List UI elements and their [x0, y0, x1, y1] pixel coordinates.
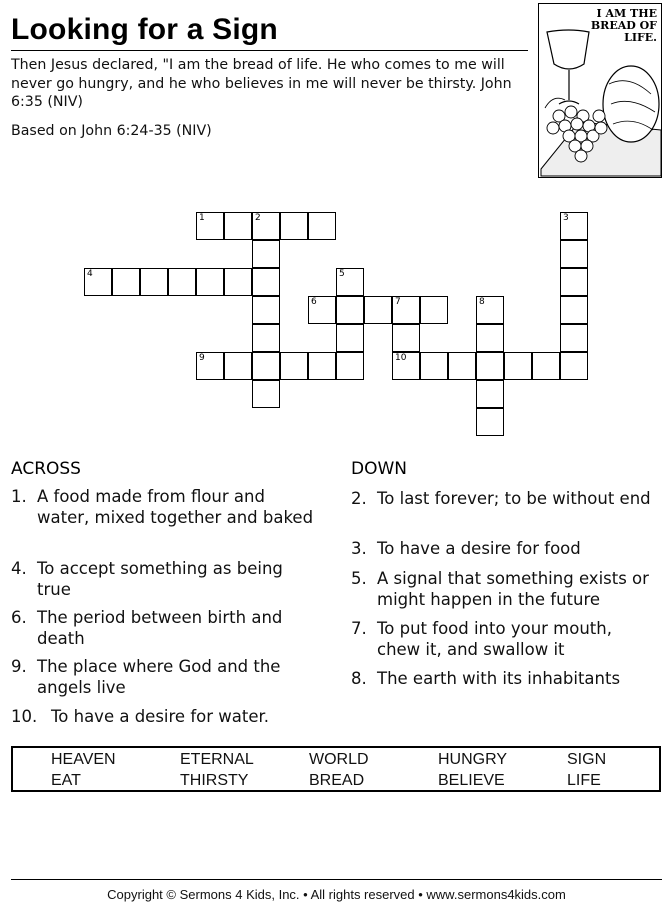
crossword-cell[interactable] — [196, 268, 224, 296]
crossword-cell[interactable] — [336, 296, 364, 324]
crossword-cell[interactable] — [476, 324, 504, 352]
bread-of-life-illustration — [538, 3, 662, 178]
crossword-cell[interactable] — [252, 240, 280, 268]
crossword-clue-number: 3 — [563, 213, 569, 223]
clue-text: To last forever; to be without end — [377, 489, 651, 508]
crossword-cell[interactable] — [420, 352, 448, 380]
crossword-clue-number: 10 — [395, 353, 407, 363]
crossword-cell[interactable] — [560, 296, 588, 324]
crossword-cell[interactable] — [476, 352, 504, 380]
crossword-clue-number: 2 — [255, 213, 261, 223]
clue-text: To put food into your mouth, chew it, and swallow it — [377, 619, 612, 659]
crossword-cell[interactable] — [112, 268, 140, 296]
crossword-cell[interactable] — [336, 352, 364, 380]
clue-number: 2. — [351, 489, 367, 508]
scripture-reference: Based on John 6:24-35 (NIV) — [11, 123, 212, 139]
word-bank-item: SIGN — [567, 751, 607, 768]
crossword-cell[interactable] — [252, 380, 280, 408]
crossword-cell[interactable] — [308, 212, 336, 240]
crossword-cell[interactable] — [224, 268, 252, 296]
crossword-cell[interactable] — [280, 212, 308, 240]
crossword-cell[interactable] — [252, 268, 280, 296]
clue-text: The place where God and the angels live — [37, 657, 281, 697]
crossword-cell[interactable] — [336, 324, 364, 352]
page-title: Looking for a Sign — [11, 13, 278, 46]
art-caption: I AM THE BREAD OF LIFE. — [590, 7, 657, 44]
crossword-cell[interactable] — [224, 212, 252, 240]
crossword-cell[interactable] — [140, 268, 168, 296]
crossword-cell[interactable] — [336, 268, 364, 296]
crossword-clue-number: 8 — [479, 297, 485, 307]
clue-text: The earth with its inhabitants — [377, 669, 621, 688]
crossword-cell[interactable] — [84, 268, 112, 296]
crossword-cell[interactable] — [560, 352, 588, 380]
clue-text: To have a desire for food — [377, 539, 581, 558]
crossword-cell[interactable] — [560, 212, 588, 240]
footer-divider — [11, 879, 662, 880]
crossword-cell[interactable] — [532, 352, 560, 380]
crossword-cell[interactable] — [560, 324, 588, 352]
clue-number: 3. — [351, 539, 367, 558]
clue-text: To accept something as being true — [37, 559, 283, 599]
clue-number: 5. — [351, 569, 367, 588]
word-bank-item: BELIEVE — [438, 772, 505, 789]
clue-text: A food made from flour and water, mixed together and baked — [37, 487, 314, 527]
crossword-cell[interactable] — [392, 324, 420, 352]
crossword-clue-number: 9 — [199, 353, 205, 363]
clue-number: 6. — [11, 608, 27, 627]
crossword-cell[interactable] — [392, 352, 420, 380]
crossword-cell[interactable] — [196, 212, 224, 240]
crossword-clue-number: 7 — [395, 297, 401, 307]
crossword-cell[interactable] — [252, 212, 280, 240]
clue-number: 9. — [11, 657, 27, 676]
clue-text: A signal that something exists or might happen in the future — [377, 569, 649, 609]
clue-text: The period between birth and death — [37, 608, 283, 648]
word-bank-item: THIRSTY — [180, 772, 249, 789]
word-bank-item: BREAD — [309, 772, 365, 789]
crossword-clue-number: 1 — [199, 213, 205, 223]
copyright-footer: Copyright © Sermons 4 Kids, Inc. • All rights reserved • www.sermons4kids.com — [107, 887, 566, 902]
crossword-cell[interactable] — [252, 324, 280, 352]
clue-number: 1. — [11, 487, 27, 506]
crossword-cell[interactable] — [392, 296, 420, 324]
crossword-cell[interactable] — [476, 380, 504, 408]
crossword-cell[interactable] — [252, 352, 280, 380]
crossword-cell[interactable] — [560, 240, 588, 268]
word-bank-item: LIFE — [567, 772, 601, 789]
word-bank-item: EAT — [51, 772, 81, 789]
crossword-cell[interactable] — [280, 352, 308, 380]
word-bank-item: HEAVEN — [51, 751, 116, 768]
scripture-verse: Then Jesus declared, "I am the bread of life. He who comes to me will never go hungry, and he who believes in me will never be thirsty. John 6:35 (NIV) — [11, 57, 512, 110]
crossword-cell[interactable] — [476, 408, 504, 436]
crossword-cell[interactable] — [168, 268, 196, 296]
clue-number: 4. — [11, 559, 27, 578]
crossword-clue-number: 4 — [87, 269, 93, 279]
crossword-cell[interactable] — [420, 296, 448, 324]
crossword-cell[interactable] — [224, 352, 252, 380]
crossword-cell[interactable] — [196, 352, 224, 380]
word-bank-item: HUNGRY — [438, 751, 508, 768]
crossword-cell[interactable] — [364, 296, 392, 324]
word-bank-item: WORLD — [309, 751, 369, 768]
word-bank — [11, 746, 661, 792]
clue-number: 10. — [11, 707, 38, 726]
crossword-cell[interactable] — [448, 352, 476, 380]
crossword-clue-number: 6 — [311, 297, 317, 307]
crossword-cell[interactable] — [476, 296, 504, 324]
crossword-cell[interactable] — [252, 296, 280, 324]
clue-number: 7. — [351, 619, 367, 638]
crossword-cell[interactable] — [504, 352, 532, 380]
across-heading: ACROSS — [11, 459, 81, 479]
crossword-cell[interactable] — [308, 296, 336, 324]
down-heading: DOWN — [351, 459, 407, 479]
crossword-clue-number: 5 — [339, 269, 345, 279]
crossword-cell[interactable] — [560, 268, 588, 296]
word-bank-item: ETERNAL — [180, 751, 254, 768]
crossword-cell[interactable] — [308, 352, 336, 380]
title-divider — [11, 50, 528, 51]
clue-number: 8. — [351, 669, 367, 688]
clue-text: To have a desire for water. — [51, 707, 269, 726]
